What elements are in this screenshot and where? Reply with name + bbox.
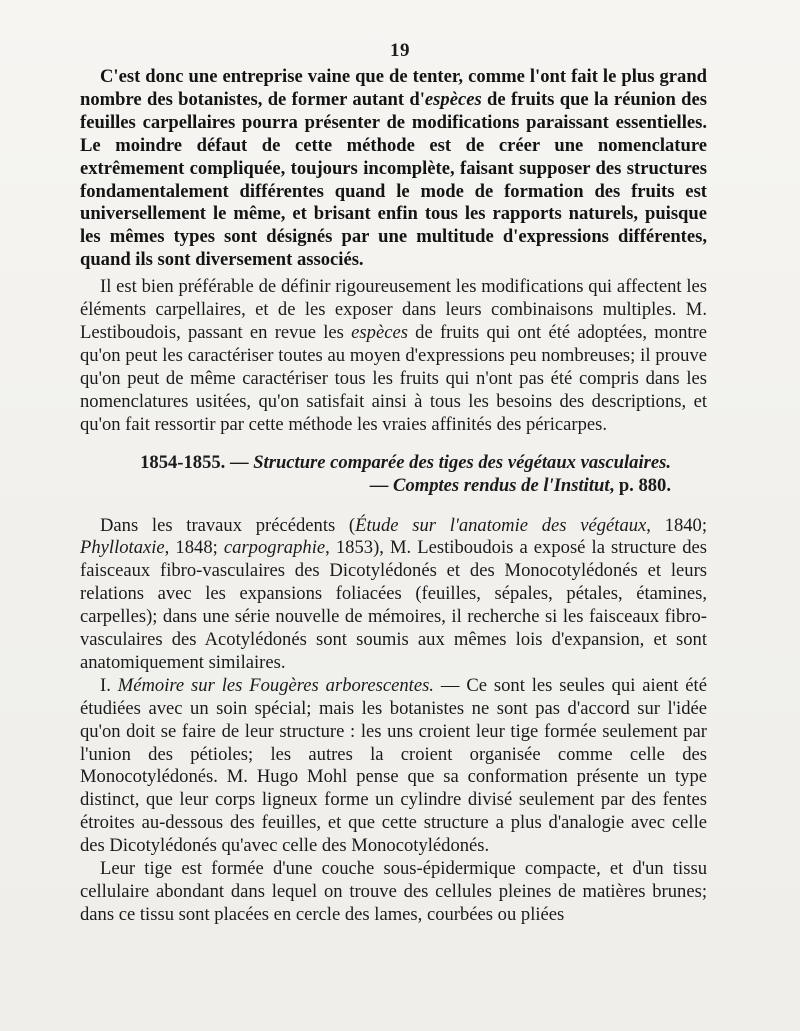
p2-text-a: Il est bien préférable de définir rigoureusement les modifications qui affectent les éléments carpellaires, et de les exposer dans leurs combinaisons multiples. M. Lestiboudois, passant en revue les [80,276,707,343]
heading-dash: — [369,474,394,496]
p3-text-d: , 1853), M. Lestiboudois a exposé la structure des faisceaux fibro-vasculaires des Dicotylédonés et des Monocotylédonés et leurs relations avec les expansions foliacées (feuilles, sépales, pétales, étamines, carpelles); dans une série nouvelle de mémoires, il recherche si les faisceaux fibro-vasculaires des Acotylédonés sont soumis aux mêmes lois d'expansion, et sont anatomiquement similaires. [80,537,707,673]
paragraph-memoire-fougeres [80,675,707,858]
p3-italic-etude: Étude sur l'anatomie des végétaux [355,514,647,536]
paragraph-lestiboudois-method [80,276,707,436]
paragraph-previous-works [80,515,707,675]
p3-italic-phyllotaxie: Phyllotaxie [80,537,165,559]
p1-text-a: C'est donc une entreprise vaine que de tenter, comme l'ont fait le plus grand nombre des botanistes, de former autant d' [80,66,707,110]
p2-text-b: de fruits qui ont été adoptées, montre qu'on peut les caractériser toutes au moyen d'expressions peu nombreuses; il prouve qu'on peut de même caractériser tous les fruits qui n'ont pas été compris dans les nomenclatures usitées, qu'on satisfait ainsi à tous les besoins des descriptions, et qu'on fait ressortir par cette méthode les vraies affinités des péricarpes. [80,321,707,435]
heading-title: Structure comparée des tiges des végétaux vasculaires. [253,451,671,473]
section-heading [80,451,707,474]
body-text [80,66,707,927]
heading-source-title: Comptes rendus de l'Institut [393,474,610,496]
section-heading-source [80,474,707,497]
heading-source-page: , p. 880. [609,474,671,496]
page-number: 19 [390,40,410,61]
p3-italic-carpographie: carpographie [223,537,326,559]
p3-text-a: Dans les travaux précédents ( [100,514,356,536]
p4-text-a: I. [100,674,118,696]
p3-text-c: , 1848; [164,537,224,559]
p1-italic-especes: espèces [424,88,482,110]
paragraph-nomenclature-critique [80,66,707,272]
paragraph-tige-structure [80,858,707,927]
p3-text-b: , 1840; [646,514,708,536]
p5-text-a: Leur tige est formée d'une couche sous-épidermique compacte, et d'un tissu cellulaire abondant dans lequel on trouve des cellules pleines de matières brunes; dans ce tissu sont placées en cercle des lames, courbées ou pliées [80,858,707,925]
p2-italic-especes: espèces [351,321,408,343]
heading-years: 1854-1855. — [140,451,254,473]
p4-italic-memoire: Mémoire sur les Fougères arborescentes. [117,674,434,696]
p1-text-b: de fruits que la réunion des feuilles carpellaires pourra présenter de modifications paraissant essentielles. Le moindre défaut de cette méthode est de créer une nomenclature extrêmement compliquée, toujours incomplète, faisant supposer des structures fondamentalement différentes quand le mode de formation des fruits est universellement le même, et brisant enfin tous les rapports naturels, puisque les mêmes types sont désignés par une multitude d'expressions différentes, quand ils sont diversement associés. [80,88,707,271]
p4-text-b: — Ce sont les seules qui aient été étudiées avec un soin spécial; mais les botanistes ne sont pas d'accord sur l'idée qu'on doit se faire de leur structure : les uns croient leur tige formée seulement par l'union des pétioles; les autres la croient organisée comme celle des Monocotylédonés. M. Hugo Mohl pense que sa conformation présente un type distinct, que leur corps ligneux forme un cylindre divisé seulement par des fentes étroites au-dessous des feuilles, et que cette structure a plus d'analogie avec celle des Dicotylédonés qu'avec celle des Monocotylédonés. [80,674,707,857]
